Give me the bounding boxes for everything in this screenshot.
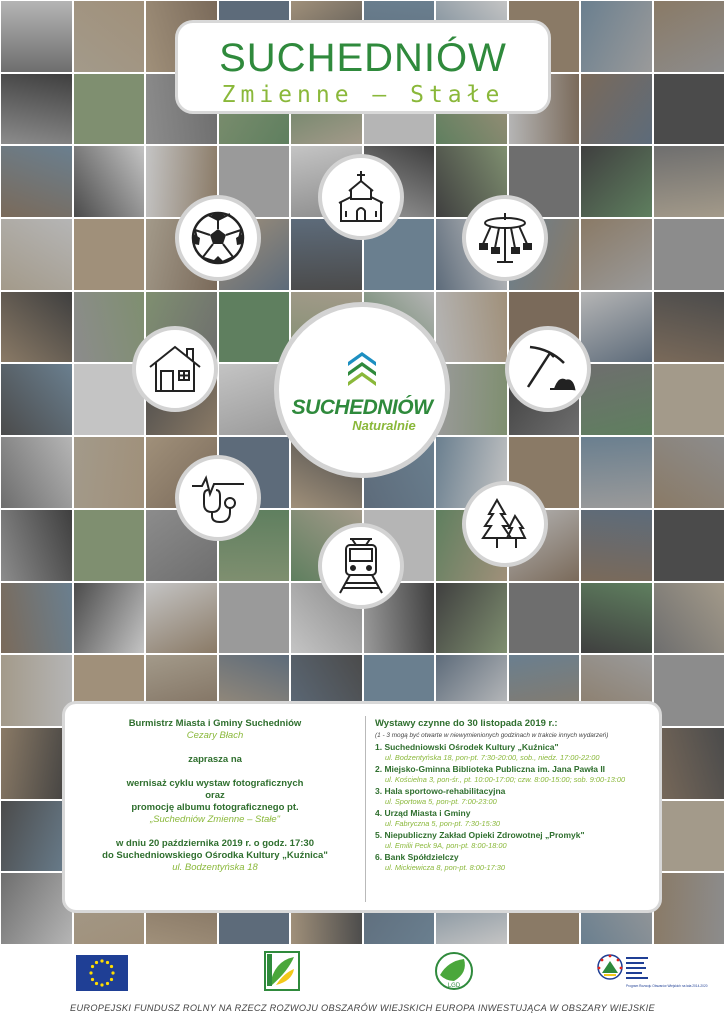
- carousel-circle: [462, 195, 548, 281]
- soccer-ball-icon: [190, 210, 246, 266]
- mosaic-photo-tile: [73, 218, 146, 291]
- trees-icon: [479, 496, 531, 552]
- invitation-event-1: wernisaż cyklu wystaw fotograficznych: [126, 778, 304, 789]
- mosaic-photo-tile: [653, 145, 725, 218]
- mosaic-photo-tile: [73, 436, 146, 509]
- mosaic-photo-tile: [0, 218, 73, 291]
- logo-wordmark: SUCHEDNIÓW: [291, 395, 433, 419]
- info-panel: [62, 701, 662, 913]
- invitation-album-title: „Suchedniów Zmienne – Stałe": [149, 814, 281, 825]
- footer-funding-text: EUROPEJSKI FUNDUSZ ROLNY NA RZECZ ROZWOJU OBSZARÓW WIEJSKICH EUROPA INWESTUJĄCA W OBSZARY WIEJSKIE: [70, 1003, 655, 1013]
- mosaic-photo-tile: [73, 0, 146, 73]
- mosaic-photo-tile: [580, 436, 653, 509]
- train-circle: [318, 523, 404, 609]
- mosaic-photo-tile: [580, 291, 653, 364]
- mosaic-photo-tile: [73, 582, 146, 655]
- stethoscope-circle: [175, 455, 261, 541]
- invitation-venue: do Suchedniowskiego Ośrodka Kultury „Kuźnica": [102, 850, 328, 861]
- mosaic-photo-tile: [653, 218, 725, 291]
- stethoscope-icon: [190, 470, 246, 526]
- logo-tagline: Naturalnie: [352, 417, 416, 433]
- pickaxe-circle: [505, 326, 591, 412]
- leader-logo: [264, 951, 300, 991]
- exhibition-item: 2. Miejsko-Gminna Biblioteka Publiczna im. Jana Pawła II: [375, 764, 606, 774]
- mosaic-photo-tile: [435, 582, 508, 655]
- mosaic-photo-tile: [0, 436, 73, 509]
- trees-circle: [462, 481, 548, 567]
- exhibition-detail: ul. Sportowa 5, pon-pt. 7:00-23:00: [385, 797, 497, 806]
- mosaic-photo-tile: [0, 73, 73, 146]
- exhibition-item: 5. Niepubliczny Zakład Opieki Zdrowotnej „Promyk": [375, 830, 585, 840]
- church-circle: [318, 154, 404, 240]
- house-circle: [132, 326, 218, 412]
- mosaic-photo-tile: [653, 800, 725, 873]
- mosaic-photo-tile: [653, 872, 725, 945]
- mosaic-photo-tile: [73, 509, 146, 582]
- title-box: [175, 20, 551, 114]
- suchedniow-logo-icon: [342, 348, 382, 394]
- mosaic-photo-tile: [653, 0, 725, 73]
- invitation-host: Burmistrz Miasta i Gminy Suchedniów: [128, 718, 302, 729]
- lgd-logo: [434, 951, 474, 993]
- exhibition-item: 3. Hala sportowo-rehabilitacyjna: [375, 786, 506, 796]
- mosaic-photo-tile: [0, 509, 73, 582]
- mosaic-photo-tile: [0, 145, 73, 218]
- invitation-event-2: promocję albumu fotograficznego pt.: [131, 802, 299, 813]
- prow-label: Program Rozwoju Obszarów Wiejskich na lata 2014-2020: [626, 984, 708, 988]
- mosaic-photo-tile: [580, 363, 653, 436]
- exhibitions-column: [375, 704, 661, 910]
- prow-logo: [596, 951, 708, 993]
- train-icon: [338, 537, 384, 595]
- page-title: SUCHEDNIÓW: [219, 36, 507, 80]
- mosaic-photo-tile: [145, 582, 218, 655]
- mosaic-photo-tile: [73, 145, 146, 218]
- invitation-date: w dniu 20 października 2019 r. o godz. 17:30: [116, 838, 314, 849]
- mosaic-photo-tile: [653, 291, 725, 364]
- mosaic-photo-tile: [580, 0, 653, 73]
- exhibitions-note: (1 - 3 mogą być otwarte w niewymienionych godzinach w trakcie innych wydarzeń): [375, 732, 609, 739]
- mosaic-photo-tile: [218, 582, 291, 655]
- mosaic-photo-tile: [653, 73, 725, 146]
- invitation-host-name: Cezary Błach: [186, 730, 244, 741]
- mosaic-photo-tile: [580, 218, 653, 291]
- mosaic-photo-tile: [653, 509, 725, 582]
- exhibition-item: 1. Suchedniowski Ośrodek Kultury „Kuźnica": [375, 742, 559, 752]
- lgd-label: LGD: [447, 983, 461, 989]
- mosaic-photo-tile: [218, 291, 291, 364]
- page-subtitle: Zmienne – Stałe: [221, 82, 505, 108]
- church-icon: [335, 169, 387, 225]
- exhibition-detail: ul. Fabryczna 5, pon-pt. 7:30-15:30: [385, 819, 501, 828]
- mosaic-photo-tile: [508, 582, 581, 655]
- mosaic-photo-tile: [653, 654, 725, 727]
- invitation-column: [65, 704, 365, 910]
- mosaic-photo-tile: [0, 0, 73, 73]
- exhibitions-heading: Wystawy czynne do 30 listopada 2019 r.:: [375, 718, 558, 729]
- exhibition-detail: ul. Emilii Peck 9A, pon-pt. 8:00-18:00: [385, 841, 507, 850]
- footer: [0, 945, 725, 1024]
- soccer-ball-circle: [175, 195, 261, 281]
- exhibition-detail: ul. Mickiewicza 8, pon-pt. 8:00-17:30: [385, 863, 505, 872]
- mosaic-photo-tile: [580, 509, 653, 582]
- mosaic-photo-tile: [653, 436, 725, 509]
- mosaic-photo-tile: [0, 291, 73, 364]
- exhibition-item: 6. Bank Spółdzielczy: [375, 852, 459, 862]
- mosaic-photo-tile: [653, 363, 725, 436]
- eu-flag-logo: [76, 955, 128, 991]
- exhibition-item: 4. Urząd Miasta i Gminy: [375, 808, 471, 818]
- invitation-and: oraz: [205, 790, 225, 801]
- mosaic-photo-tile: [653, 582, 725, 655]
- pickaxe-icon: [520, 341, 576, 397]
- house-icon: [147, 343, 203, 395]
- mosaic-photo-tile: [580, 145, 653, 218]
- mosaic-photo-tile: [0, 363, 73, 436]
- mosaic-photo-tile: [73, 73, 146, 146]
- exhibition-detail: ul. Bodzentyńska 18, pon-pt. 7:30-20:00, sob., niedz. 17:00-22:00: [385, 753, 600, 762]
- invitation-address: ul. Bodzentyńska 18: [172, 862, 258, 873]
- carousel-icon: [477, 210, 533, 266]
- exhibition-detail: ul. Kościelna 3, pon-śr., pt. 10:00-17:00; czw. 8:00-15:00; sob. 9:00-13:00: [385, 775, 626, 784]
- mosaic-photo-tile: [435, 291, 508, 364]
- mosaic-photo-tile: [0, 582, 73, 655]
- mosaic-photo-tile: [580, 73, 653, 146]
- mosaic-photo-tile: [580, 582, 653, 655]
- mosaic-photo-tile: [653, 727, 725, 800]
- column-divider: [365, 716, 366, 902]
- center-logo-circle: [274, 302, 450, 478]
- invitation-invites: zaprasza na: [188, 754, 242, 765]
